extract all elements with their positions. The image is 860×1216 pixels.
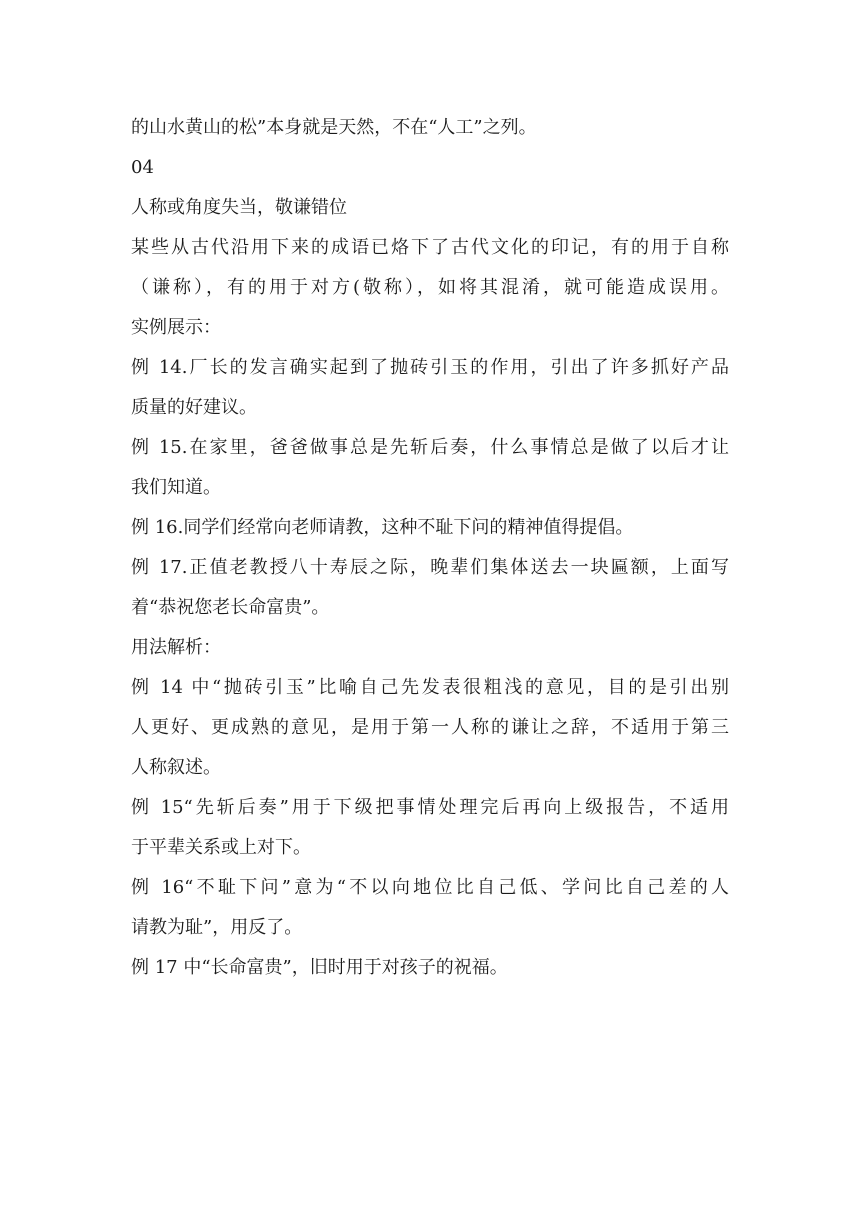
example-14: 例 14.厂长的发言确实起到了抛砖引玉的作用，引出了许多抓好产品 xyxy=(131,357,729,378)
text-line: 某些从古代沿用下来的成语已烙下了古代文化的印记，有的用于自称 xyxy=(131,237,729,258)
subheading-examples: 实例展示： xyxy=(131,317,221,338)
analysis-16: 例 16“不耻下问”意为“不以向地位比自己低、学问比自己差的人 xyxy=(131,877,729,898)
text-line: 我们知道。 xyxy=(131,477,221,498)
document-body xyxy=(131,108,731,988)
text-line: 请教为耻”，用反了。 xyxy=(131,917,303,938)
text-line: 于平辈关系或上对下。 xyxy=(131,837,311,858)
analysis-17: 例 17 中“长命富贵”，旧时用于对孩子的祝福。 xyxy=(131,957,508,978)
text-line: 人称叙述。 xyxy=(131,757,221,778)
subheading-analysis: 用法解析： xyxy=(131,637,221,658)
example-16: 例 16.同学们经常向老师请教，这种不耻下问的精神值得提倡。 xyxy=(131,517,634,538)
text-line: （谦称），有的用于对方(敬称），如将其混淆，就可能造成误用。 xyxy=(131,277,729,298)
analysis-14: 例 14 中“抛砖引玉”比喻自己先发表很粗浅的意见，目的是引出别 xyxy=(131,677,729,698)
section-number: 04 xyxy=(131,157,154,178)
analysis-15: 例 15“先斩后奏”用于下级把事情处理完后再向上级报告，不适用 xyxy=(131,797,729,818)
example-17: 例 17.正值老教授八十寿辰之际，晚辈们集体送去一块匾额，上面写 xyxy=(131,557,729,578)
text-line: 着“恭祝您老长命富贵”。 xyxy=(131,597,330,618)
text-line: 的山水黄山的松”本身就是天然，不在“人工”之列。 xyxy=(131,117,537,138)
section-heading: 人称或角度失当，敬谦错位 xyxy=(131,197,347,218)
text-line: 人更好、更成熟的意见，是用于第一人称的谦让之辞，不适用于第三 xyxy=(131,717,729,738)
example-15: 例 15.在家里，爸爸做事总是先斩后奏，什么事情总是做了以后才让 xyxy=(131,437,729,458)
text-line: 质量的好建议。 xyxy=(131,397,257,418)
